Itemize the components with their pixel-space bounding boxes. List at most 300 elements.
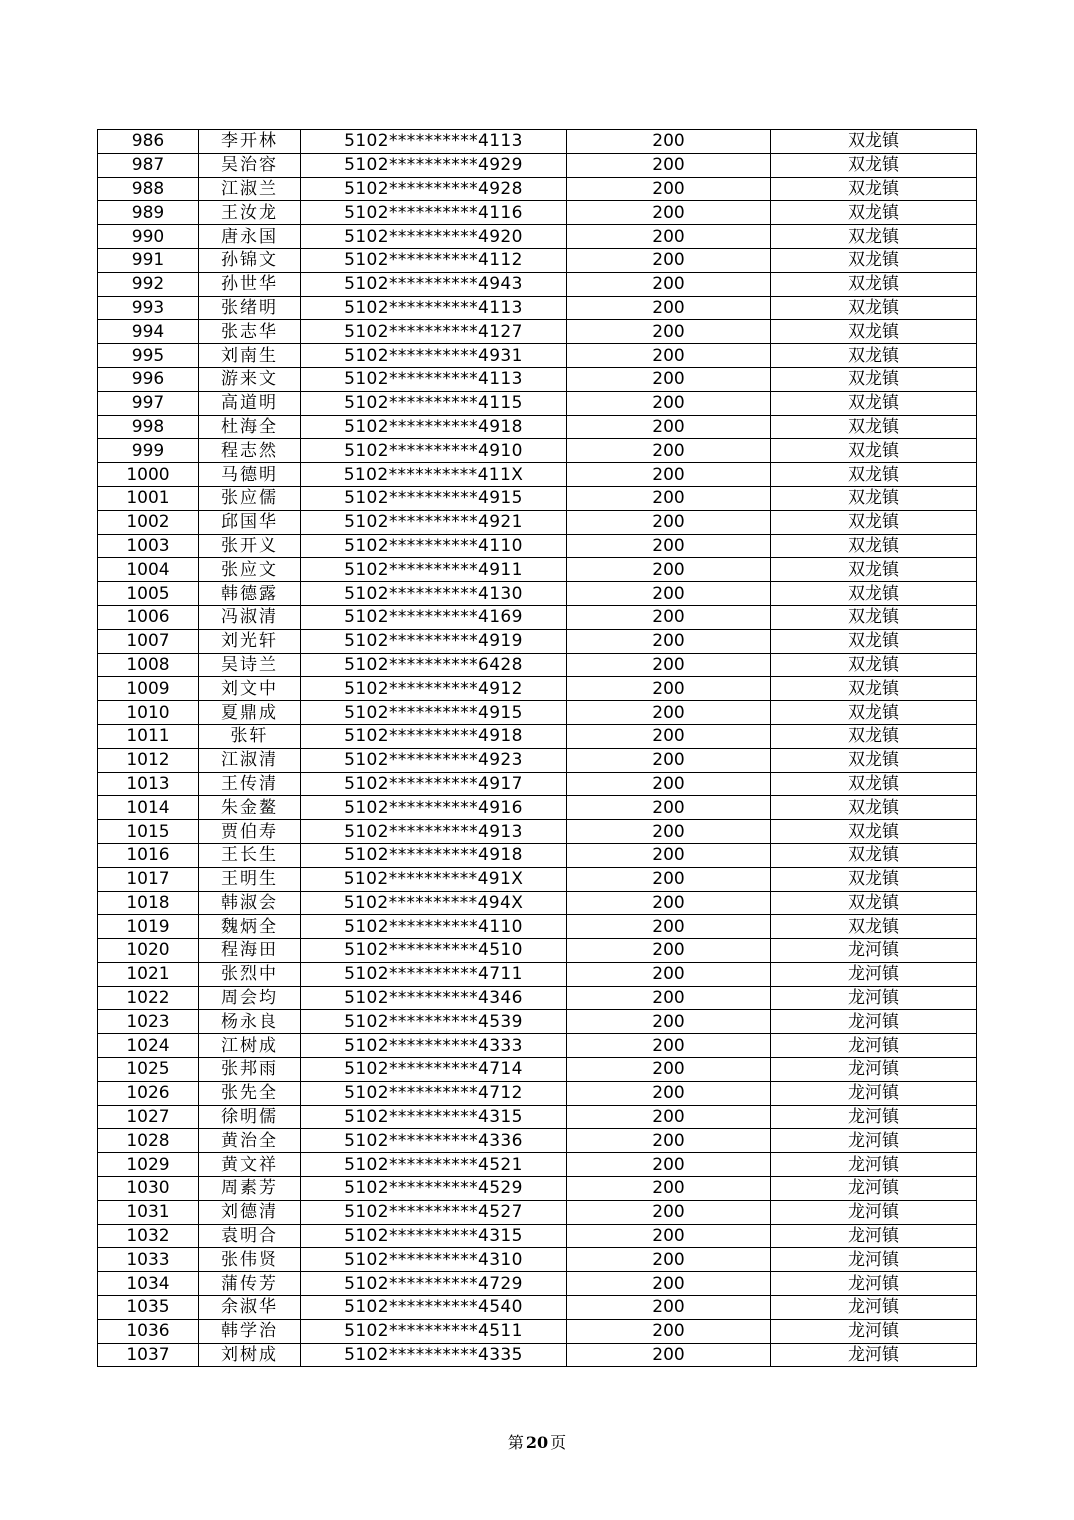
amount-cell: 200 <box>567 486 771 510</box>
table-row <box>98 415 977 439</box>
name-cell: 张烈中 <box>199 962 301 986</box>
name-cell: 周素芳 <box>199 1177 301 1201</box>
row-number-cell: 1031 <box>98 1200 199 1224</box>
table-row <box>98 391 977 415</box>
row-number-cell: 1030 <box>98 1177 199 1201</box>
town-cell: 双龙镇 <box>771 558 977 582</box>
town-cell: 双龙镇 <box>771 225 977 249</box>
amount-cell: 200 <box>567 177 771 201</box>
name-cell: 贾伯寿 <box>199 820 301 844</box>
id-number-cell: 5102**********4110 <box>301 534 567 558</box>
name-cell: 游来文 <box>199 367 301 391</box>
name-cell: 吴诗兰 <box>199 653 301 677</box>
table-row <box>98 1010 977 1034</box>
name-cell: 张伟贤 <box>199 1248 301 1272</box>
table-row <box>98 1081 977 1105</box>
id-number-cell: 5102**********4918 <box>301 843 567 867</box>
name-cell: 张轩 <box>199 724 301 748</box>
name-cell: 韩学治 <box>199 1319 301 1343</box>
amount-cell: 200 <box>567 867 771 891</box>
amount-cell: 200 <box>567 772 771 796</box>
town-cell: 双龙镇 <box>771 582 977 606</box>
row-number-cell: 998 <box>98 415 199 439</box>
id-number-cell: 5102**********4116 <box>301 201 567 225</box>
town-cell: 双龙镇 <box>771 320 977 344</box>
row-number-cell: 1009 <box>98 677 199 701</box>
table-body <box>98 130 977 1367</box>
amount-cell: 200 <box>567 296 771 320</box>
name-cell: 张应文 <box>199 558 301 582</box>
amount-cell: 200 <box>567 367 771 391</box>
id-number-cell: 5102**********4539 <box>301 1010 567 1034</box>
table-row <box>98 724 977 748</box>
name-cell: 孙世华 <box>199 272 301 296</box>
name-cell: 袁明合 <box>199 1224 301 1248</box>
table-row <box>98 891 977 915</box>
name-cell: 张邦雨 <box>199 1058 301 1082</box>
row-number-cell: 1000 <box>98 463 199 487</box>
town-cell: 双龙镇 <box>771 701 977 725</box>
town-cell: 龙河镇 <box>771 1105 977 1129</box>
amount-cell: 200 <box>567 1081 771 1105</box>
table-row <box>98 796 977 820</box>
name-cell: 王汝龙 <box>199 201 301 225</box>
table-row <box>98 1296 977 1320</box>
table-row <box>98 939 977 963</box>
id-number-cell: 5102**********4714 <box>301 1058 567 1082</box>
town-cell: 双龙镇 <box>771 605 977 629</box>
id-number-cell: 5102**********4113 <box>301 367 567 391</box>
row-number-cell: 1019 <box>98 915 199 939</box>
row-number-cell: 1004 <box>98 558 199 582</box>
amount-cell: 200 <box>567 225 771 249</box>
table-row <box>98 201 977 225</box>
name-cell: 张应儒 <box>199 486 301 510</box>
amount-cell: 200 <box>567 439 771 463</box>
town-cell: 双龙镇 <box>771 629 977 653</box>
town-cell: 双龙镇 <box>771 272 977 296</box>
amount-cell: 200 <box>567 153 771 177</box>
row-number-cell: 1026 <box>98 1081 199 1105</box>
name-cell: 黄治全 <box>199 1129 301 1153</box>
table-row <box>98 582 977 606</box>
town-cell: 龙河镇 <box>771 1081 977 1105</box>
row-number-cell: 1001 <box>98 486 199 510</box>
id-number-cell: 5102**********4931 <box>301 344 567 368</box>
name-cell: 张开义 <box>199 534 301 558</box>
id-number-cell: 5102**********4911 <box>301 558 567 582</box>
row-number-cell: 990 <box>98 225 199 249</box>
amount-cell: 200 <box>567 272 771 296</box>
name-cell: 刘南生 <box>199 344 301 368</box>
id-number-cell: 5102**********4529 <box>301 1177 567 1201</box>
amount-cell: 200 <box>567 748 771 772</box>
town-cell: 双龙镇 <box>771 439 977 463</box>
id-number-cell: 5102**********4310 <box>301 1248 567 1272</box>
id-number-cell: 5102**********4915 <box>301 486 567 510</box>
row-number-cell: 1010 <box>98 701 199 725</box>
table-row <box>98 225 977 249</box>
id-number-cell: 5102**********4913 <box>301 820 567 844</box>
id-number-cell: 5102**********4915 <box>301 701 567 725</box>
town-cell: 龙河镇 <box>771 1272 977 1296</box>
town-cell: 龙河镇 <box>771 1200 977 1224</box>
id-number-cell: 5102**********4510 <box>301 939 567 963</box>
row-number-cell: 989 <box>98 201 199 225</box>
row-number-cell: 1007 <box>98 629 199 653</box>
town-cell: 双龙镇 <box>771 248 977 272</box>
town-cell: 双龙镇 <box>771 724 977 748</box>
table-row <box>98 1224 977 1248</box>
table-row <box>98 1129 977 1153</box>
name-cell: 冯淑清 <box>199 605 301 629</box>
town-cell: 龙河镇 <box>771 1177 977 1201</box>
table-row <box>98 534 977 558</box>
row-number-cell: 1016 <box>98 843 199 867</box>
amount-cell: 200 <box>567 1105 771 1129</box>
row-number-cell: 992 <box>98 272 199 296</box>
name-cell: 夏鼎成 <box>199 701 301 725</box>
table-row <box>98 1058 977 1082</box>
town-cell: 双龙镇 <box>771 486 977 510</box>
table-row <box>98 1034 977 1058</box>
table-row <box>98 1248 977 1272</box>
id-number-cell: 5102**********4712 <box>301 1081 567 1105</box>
amount-cell: 200 <box>567 344 771 368</box>
id-number-cell: 5102**********4912 <box>301 677 567 701</box>
row-number-cell: 1002 <box>98 510 199 534</box>
table-row <box>98 1153 977 1177</box>
row-number-cell: 1033 <box>98 1248 199 1272</box>
table-row <box>98 344 977 368</box>
table-row <box>98 296 977 320</box>
name-cell: 黄文祥 <box>199 1153 301 1177</box>
name-cell: 李开林 <box>199 130 301 154</box>
name-cell: 刘树成 <box>199 1343 301 1367</box>
row-number-cell: 1023 <box>98 1010 199 1034</box>
town-cell: 双龙镇 <box>771 391 977 415</box>
row-number-cell: 1021 <box>98 962 199 986</box>
id-number-cell: 5102**********4110 <box>301 915 567 939</box>
row-number-cell: 987 <box>98 153 199 177</box>
amount-cell: 200 <box>567 605 771 629</box>
amount-cell: 200 <box>567 1319 771 1343</box>
amount-cell: 200 <box>567 724 771 748</box>
table-row <box>98 1105 977 1129</box>
town-cell: 双龙镇 <box>771 820 977 844</box>
data-table <box>97 129 977 1367</box>
id-number-cell: 5102**********4929 <box>301 153 567 177</box>
name-cell: 程志然 <box>199 439 301 463</box>
name-cell: 周会均 <box>199 986 301 1010</box>
id-number-cell: 5102**********4335 <box>301 1343 567 1367</box>
town-cell: 龙河镇 <box>771 939 977 963</box>
row-number-cell: 1024 <box>98 1034 199 1058</box>
town-cell: 双龙镇 <box>771 867 977 891</box>
row-number-cell: 1037 <box>98 1343 199 1367</box>
row-number-cell: 1025 <box>98 1058 199 1082</box>
table-row <box>98 962 977 986</box>
town-cell: 双龙镇 <box>771 153 977 177</box>
name-cell: 张绪明 <box>199 296 301 320</box>
table-row <box>98 1272 977 1296</box>
row-number-cell: 1005 <box>98 582 199 606</box>
amount-cell: 200 <box>567 843 771 867</box>
row-number-cell: 988 <box>98 177 199 201</box>
amount-cell: 200 <box>567 130 771 154</box>
town-cell: 双龙镇 <box>771 534 977 558</box>
id-number-cell: 5102**********4346 <box>301 986 567 1010</box>
amount-cell: 200 <box>567 986 771 1010</box>
row-number-cell: 997 <box>98 391 199 415</box>
town-cell: 龙河镇 <box>771 962 977 986</box>
name-cell: 王长生 <box>199 843 301 867</box>
town-cell: 双龙镇 <box>771 772 977 796</box>
row-number-cell: 1034 <box>98 1272 199 1296</box>
name-cell: 魏炳全 <box>199 915 301 939</box>
table-row <box>98 177 977 201</box>
row-number-cell: 1035 <box>98 1296 199 1320</box>
table-row <box>98 748 977 772</box>
id-number-cell: 5102**********4127 <box>301 320 567 344</box>
amount-cell: 200 <box>567 463 771 487</box>
table-row <box>98 558 977 582</box>
table-row <box>98 320 977 344</box>
id-number-cell: 5102**********4918 <box>301 724 567 748</box>
row-number-cell: 991 <box>98 248 199 272</box>
amount-cell: 200 <box>567 1010 771 1034</box>
amount-cell: 200 <box>567 320 771 344</box>
name-cell: 高道明 <box>199 391 301 415</box>
row-number-cell: 1036 <box>98 1319 199 1343</box>
amount-cell: 200 <box>567 415 771 439</box>
row-number-cell: 994 <box>98 320 199 344</box>
town-cell: 双龙镇 <box>771 915 977 939</box>
amount-cell: 200 <box>567 962 771 986</box>
town-cell: 龙河镇 <box>771 1319 977 1343</box>
town-cell: 龙河镇 <box>771 1010 977 1034</box>
id-number-cell: 5102**********4910 <box>301 439 567 463</box>
town-cell: 双龙镇 <box>771 796 977 820</box>
name-cell: 刘德清 <box>199 1200 301 1224</box>
name-cell: 江淑兰 <box>199 177 301 201</box>
town-cell: 双龙镇 <box>771 130 977 154</box>
id-number-cell: 5102**********4527 <box>301 1200 567 1224</box>
table-row <box>98 510 977 534</box>
town-cell: 龙河镇 <box>771 1129 977 1153</box>
town-cell: 龙河镇 <box>771 1034 977 1058</box>
row-number-cell: 1015 <box>98 820 199 844</box>
amount-cell: 200 <box>567 1129 771 1153</box>
row-number-cell: 1027 <box>98 1105 199 1129</box>
page-number: 20 <box>525 1433 549 1452</box>
table-row <box>98 1200 977 1224</box>
row-number-cell: 996 <box>98 367 199 391</box>
table-row <box>98 629 977 653</box>
id-number-cell: 5102**********4540 <box>301 1296 567 1320</box>
table-row <box>98 153 977 177</box>
id-number-cell: 5102**********4919 <box>301 629 567 653</box>
table-row <box>98 820 977 844</box>
amount-cell: 200 <box>567 653 771 677</box>
name-cell: 孙锦文 <box>199 248 301 272</box>
id-number-cell: 5102**********4928 <box>301 177 567 201</box>
name-cell: 吴治容 <box>199 153 301 177</box>
amount-cell: 200 <box>567 248 771 272</box>
town-cell: 龙河镇 <box>771 1153 977 1177</box>
id-number-cell: 5102**********4711 <box>301 962 567 986</box>
amount-cell: 200 <box>567 391 771 415</box>
amount-cell: 200 <box>567 796 771 820</box>
town-cell: 双龙镇 <box>771 843 977 867</box>
id-number-cell: 5102**********4169 <box>301 605 567 629</box>
id-number-cell: 5102**********4113 <box>301 130 567 154</box>
town-cell: 双龙镇 <box>771 415 977 439</box>
town-cell: 双龙镇 <box>771 344 977 368</box>
table-row <box>98 272 977 296</box>
amount-cell: 200 <box>567 1272 771 1296</box>
row-number-cell: 1020 <box>98 939 199 963</box>
id-number-cell: 5102**********6428 <box>301 653 567 677</box>
name-cell: 张志华 <box>199 320 301 344</box>
row-number-cell: 1028 <box>98 1129 199 1153</box>
town-cell: 双龙镇 <box>771 653 977 677</box>
name-cell: 韩淑会 <box>199 891 301 915</box>
name-cell: 朱金鳌 <box>199 796 301 820</box>
row-number-cell: 1022 <box>98 986 199 1010</box>
amount-cell: 200 <box>567 701 771 725</box>
row-number-cell: 1012 <box>98 748 199 772</box>
town-cell: 龙河镇 <box>771 986 977 1010</box>
table-row <box>98 677 977 701</box>
row-number-cell: 993 <box>98 296 199 320</box>
row-number-cell: 1032 <box>98 1224 199 1248</box>
amount-cell: 200 <box>567 891 771 915</box>
id-number-cell: 5102**********4336 <box>301 1129 567 1153</box>
amount-cell: 200 <box>567 820 771 844</box>
id-number-cell: 5102**********4920 <box>301 225 567 249</box>
name-cell: 程海田 <box>199 939 301 963</box>
amount-cell: 200 <box>567 558 771 582</box>
row-number-cell: 1008 <box>98 653 199 677</box>
table-row <box>98 772 977 796</box>
table-row <box>98 463 977 487</box>
name-cell: 王明生 <box>199 867 301 891</box>
name-cell: 韩德露 <box>199 582 301 606</box>
amount-cell: 200 <box>567 1153 771 1177</box>
name-cell: 杜海全 <box>199 415 301 439</box>
town-cell: 龙河镇 <box>771 1248 977 1272</box>
name-cell: 张先全 <box>199 1081 301 1105</box>
name-cell: 王传清 <box>199 772 301 796</box>
id-number-cell: 5102**********4729 <box>301 1272 567 1296</box>
town-cell: 双龙镇 <box>771 177 977 201</box>
row-number-cell: 1013 <box>98 772 199 796</box>
id-number-cell: 5102**********4923 <box>301 748 567 772</box>
row-number-cell: 1029 <box>98 1153 199 1177</box>
id-number-cell: 5102**********4917 <box>301 772 567 796</box>
name-cell: 唐永国 <box>199 225 301 249</box>
row-number-cell: 986 <box>98 130 199 154</box>
id-number-cell: 5102**********4113 <box>301 296 567 320</box>
amount-cell: 200 <box>567 510 771 534</box>
table-row <box>98 248 977 272</box>
row-number-cell: 1014 <box>98 796 199 820</box>
town-cell: 龙河镇 <box>771 1224 977 1248</box>
town-cell: 双龙镇 <box>771 510 977 534</box>
id-number-cell: 5102**********4511 <box>301 1319 567 1343</box>
name-cell: 刘光轩 <box>199 629 301 653</box>
name-cell: 刘文中 <box>199 677 301 701</box>
id-number-cell: 5102**********4333 <box>301 1034 567 1058</box>
amount-cell: 200 <box>567 582 771 606</box>
table-row <box>98 486 977 510</box>
town-cell: 龙河镇 <box>771 1296 977 1320</box>
id-number-cell: 5102**********4315 <box>301 1105 567 1129</box>
id-number-cell: 5102**********4918 <box>301 415 567 439</box>
amount-cell: 200 <box>567 1343 771 1367</box>
town-cell: 双龙镇 <box>771 891 977 915</box>
amount-cell: 200 <box>567 1177 771 1201</box>
row-number-cell: 1017 <box>98 867 199 891</box>
name-cell: 邱国华 <box>199 510 301 534</box>
town-cell: 双龙镇 <box>771 201 977 225</box>
amount-cell: 200 <box>567 1224 771 1248</box>
id-number-cell: 5102**********4130 <box>301 582 567 606</box>
table-row <box>98 843 977 867</box>
table-row <box>98 1319 977 1343</box>
name-cell: 余淑华 <box>199 1296 301 1320</box>
table-row <box>98 439 977 463</box>
id-number-cell: 5102**********411X <box>301 463 567 487</box>
amount-cell: 200 <box>567 629 771 653</box>
amount-cell: 200 <box>567 1248 771 1272</box>
amount-cell: 200 <box>567 1200 771 1224</box>
id-number-cell: 5102**********491X <box>301 867 567 891</box>
table-row <box>98 605 977 629</box>
name-cell: 杨永良 <box>199 1010 301 1034</box>
table-row <box>98 867 977 891</box>
row-number-cell: 1003 <box>98 534 199 558</box>
id-number-cell: 5102**********4943 <box>301 272 567 296</box>
name-cell: 江树成 <box>199 1034 301 1058</box>
table-row <box>98 130 977 154</box>
amount-cell: 200 <box>567 1296 771 1320</box>
town-cell: 双龙镇 <box>771 367 977 391</box>
footer-prefix: 第 <box>507 1433 524 1452</box>
town-cell: 双龙镇 <box>771 677 977 701</box>
row-number-cell: 1018 <box>98 891 199 915</box>
id-number-cell: 5102**********494X <box>301 891 567 915</box>
amount-cell: 200 <box>567 677 771 701</box>
town-cell: 双龙镇 <box>771 463 977 487</box>
id-number-cell: 5102**********4112 <box>301 248 567 272</box>
town-cell: 龙河镇 <box>771 1058 977 1082</box>
town-cell: 双龙镇 <box>771 748 977 772</box>
id-number-cell: 5102**********4916 <box>301 796 567 820</box>
town-cell: 龙河镇 <box>771 1343 977 1367</box>
row-number-cell: 1011 <box>98 724 199 748</box>
table-row <box>98 1343 977 1367</box>
page-footer <box>0 1430 1074 1453</box>
row-number-cell: 999 <box>98 439 199 463</box>
amount-cell: 200 <box>567 915 771 939</box>
name-cell: 马德明 <box>199 463 301 487</box>
name-cell: 徐明儒 <box>199 1105 301 1129</box>
row-number-cell: 995 <box>98 344 199 368</box>
table-row <box>98 701 977 725</box>
table-row <box>98 1177 977 1201</box>
